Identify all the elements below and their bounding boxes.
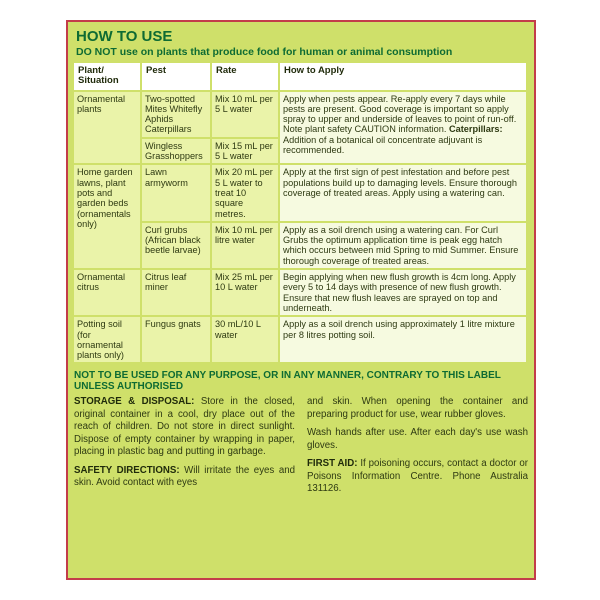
rate-cell: Mix 20 mL per 5 L water to treat 10 square metres. — [212, 165, 280, 222]
situation-cell: Home garden lawns, plant pots and garden beds (ornamentals only) — [74, 165, 142, 270]
right-column — [307, 396, 528, 502]
pest-cell: Fungus gnats — [142, 317, 212, 364]
table-row — [74, 317, 528, 364]
rate-cell: Mix 10 mL per litre water — [212, 223, 280, 270]
authorisation-notice: NOT TO BE USED FOR ANY PURPOSE, OR IN ANY MANNER, CONTRARY TO THIS LABEL UNLESS AUTHORISED — [74, 370, 501, 393]
table-row — [74, 270, 528, 317]
situation-cell: Potting soil (for ornamental plants only) — [74, 317, 142, 364]
apply-cell: Apply as a soil drench using a watering can. For Curl Grubs the optimum application time is peak egg hatch which occurs between mid Spring to mid Summer. Ensure thorough coverage of treated areas. — [280, 223, 528, 270]
header-situation: Plant/ Situation — [74, 63, 142, 92]
pest-cell: Lawn armyworm — [142, 165, 212, 222]
product-label-panel — [66, 20, 536, 580]
apply-cell: Apply at the first sign of pest infestation and before pest populations build up to damaging levels. Ensure thorough coverage of treated areas. Apply using a watering can. — [280, 165, 528, 222]
apply-cell: Begin applying when new flush growth is 4cm long. Apply every 5 to 14 days with presence of new flush growth. Ensure that new flush leaves are sprayed on top and underneath. — [280, 270, 528, 317]
storage-heading: STORAGE & DISPOSAL: — [74, 396, 195, 408]
header-rate: Rate — [212, 63, 280, 92]
wash-hands-text: Wash hands after use. After each day's use wash gloves. — [307, 427, 528, 451]
pest-cell: Wingless Grasshoppers — [142, 139, 212, 166]
safety-paragraph — [74, 465, 295, 490]
first-aid-text: If poisoning occurs, contact a doctor or Poisons Information Centre. Phone Australia 131126. — [307, 458, 528, 495]
storage-text: Store in the closed, original container in a cool, dry place out of the reach of children. Do not store in direct sunlight. Dispose of empty container by wrapping in paper, placing in plastic bag and putting in garbage. — [74, 396, 295, 458]
left-column — [74, 396, 295, 502]
apply-extra: Addition of a botanical oil concentrate adjuvant is recommended. — [283, 134, 483, 156]
pest-cell: Citrus leaf miner — [142, 270, 212, 317]
apply-cell — [280, 92, 528, 166]
directions-table — [74, 63, 528, 364]
storage-paragraph — [74, 396, 295, 459]
safety-heading: SAFETY DIRECTIONS: — [74, 464, 180, 476]
rate-cell: Mix 25 mL per 10 L water — [212, 270, 280, 317]
table-row — [74, 165, 528, 222]
how-to-use-title: HOW TO USE — [76, 28, 173, 45]
header-pest: Pest — [142, 63, 212, 92]
table-row — [74, 223, 528, 270]
safety-text: Will irritate the eyes and skin. Avoid contact with eyes — [74, 464, 295, 489]
apply-text: Apply when pests appear. Re-apply every 7 days while pests are present. Good coverage is important so apply spray to upper and underside of leaves to point of run-off. Note plant safety CAUTION information. — [283, 93, 517, 135]
apply-cell: Apply as a soil drench using approximately 1 litre mixture per 8 litres potting soil. — [280, 317, 528, 364]
rate-cell: 30 mL/10 L water — [212, 317, 280, 364]
rate-cell: Mix 10 mL per 5 L water — [212, 92, 280, 139]
first-aid-heading: FIRST AID: — [307, 458, 358, 470]
situation-cell: Ornamental citrus — [74, 270, 142, 317]
pest-cell: Two-spotted Mites Whitefly Aphids Caterpillars — [142, 92, 212, 139]
first-aid-paragraph — [307, 458, 528, 496]
food-warning-subtitle: DO NOT use on plants that produce food for human or animal consumption — [76, 46, 453, 58]
rate-cell: Mix 15 mL per 5 L water — [212, 139, 280, 166]
safety-continued: and skin. When opening the container and preparing product for use, wear rubber gloves. — [307, 396, 528, 420]
safety-columns — [74, 396, 528, 502]
pest-cell: Curl grubs (African black beetle larvae) — [142, 223, 212, 270]
situation-cell: Ornamental plants — [74, 92, 142, 166]
table-header-row — [74, 63, 528, 92]
header-how-to-apply: How to Apply — [280, 63, 528, 92]
table-row — [74, 92, 528, 139]
caterpillars-label: Caterpillars: — [448, 124, 503, 135]
